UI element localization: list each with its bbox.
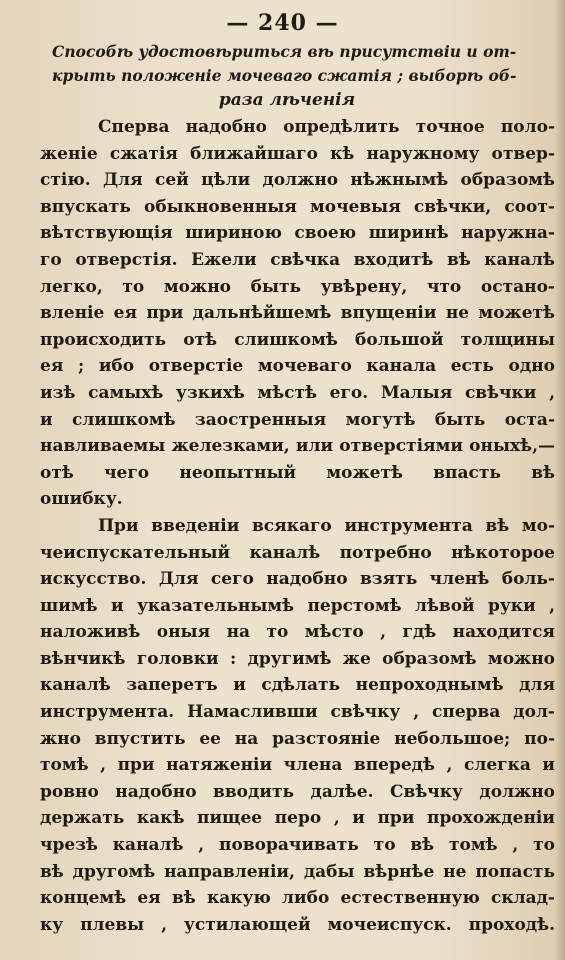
paragraph-1-line: ошибку. [40, 489, 123, 510]
paragraph-1-line: стію. Для сей цѣли должно нѣжнымѣ образомѣ [40, 170, 555, 191]
page-number: — 240 — [226, 10, 339, 36]
paragraph-1-line: изѣ самыхѣ узкихѣ мѣстѣ его. Малыя свѣчки , [40, 382, 555, 403]
paragraph-2-line: При введеніи всякаго инструмента вѣ мо- [98, 515, 555, 536]
paragraph-2-line: ровно надобно вводить далѣе. Свѣчку должно [40, 781, 555, 802]
heading-line: раза лѣченія [218, 90, 356, 110]
paragraph-2-line: ку плевы , устилающей мочеиспуск. проходѣ. [40, 914, 555, 935]
section-heading [52, 40, 522, 112]
paragraph-2-line: искусство. Для сего надобно взять членѣ боль- [40, 569, 555, 590]
paragraph-1-line: отѣ чего неопытный можетѣ впасть вѣ [40, 462, 555, 483]
paragraph-1-line: происходить отѣ слишкомѣ большой толщины [40, 329, 555, 350]
paragraph-1-line: женіе сжатія ближайшаго кѣ наружному отвер- [40, 143, 555, 164]
paragraph-2-line: каналѣ заперетъ и сдѣлать непроходнымѣ для [40, 675, 555, 696]
paragraph-2-line: вѣ другомѣ направленіи, дабы вѣрнѣе не попасть [40, 861, 555, 882]
paragraph-2-line: жно впустить ее на разстояніе небольшое; по- [40, 728, 555, 749]
paragraph-2-line: держать какѣ пищее перо , и при прохожденіи [40, 808, 555, 829]
paragraph-2-line: концемѣ ея вѣ какую либо естественную склад- [40, 888, 555, 909]
heading-line: крыть положеніе мочеваго сжатія ; выборѣ об- [52, 66, 517, 85]
paragraph-2-line: инструмента. Намасливши свѣчку , сперва дол- [40, 702, 555, 723]
paragraph-1-line: впускать обыкновенныя мочевыя свѣчки, соот- [40, 196, 555, 217]
body-text [40, 114, 555, 938]
paragraph-2-line: томѣ , при натяженіи члена впередѣ , слегка и [40, 755, 555, 776]
paragraph-1-line: навливаемы железками, или отверстіями оныхѣ,— [40, 436, 555, 457]
paragraph-1-line: легко, то можно быть увѣрену, что остано- [40, 276, 555, 297]
page-edge-shadow [555, 0, 565, 960]
paragraph-2-line: чеиспускательный каналѣ потребно нѣкоторое [40, 542, 555, 563]
paragraph-1-line: вленіе ея при дальнѣйшемѣ впущеніи не можетѣ [40, 303, 555, 324]
paragraph-1-line: Сперва надобно опредѣлить точное поло- [98, 117, 555, 137]
paragraph-1-line: го отверстія. Ежели свѣчка входитѣ вѣ каналѣ [40, 249, 555, 270]
paragraph-1-line: вѣтствующія шириною своею ширинѣ наружна- [40, 223, 555, 244]
paragraph-2-line: шимѣ и указательнымѣ перстомѣ лѣвой руки , [40, 595, 555, 616]
heading-line: Способѣ удостовѣриться вѣ присутствіи и от- [52, 42, 517, 61]
paragraph-2-line: вѣнчикѣ головки : другимѣ же образомѣ можно [40, 648, 555, 669]
paragraph-2-line: чрезѣ каналѣ , поворачивать то вѣ томѣ , то [40, 835, 555, 856]
paragraph-1-line: ея ; ибо отверстіе мочеваго канала есть одно [40, 356, 555, 377]
paragraph-2-line: наложивѣ оныя на то мѣсто , гдѣ находится [40, 622, 555, 643]
paragraph-1-line: и слишкомѣ заостренныя могутѣ быть оста- [40, 409, 555, 430]
